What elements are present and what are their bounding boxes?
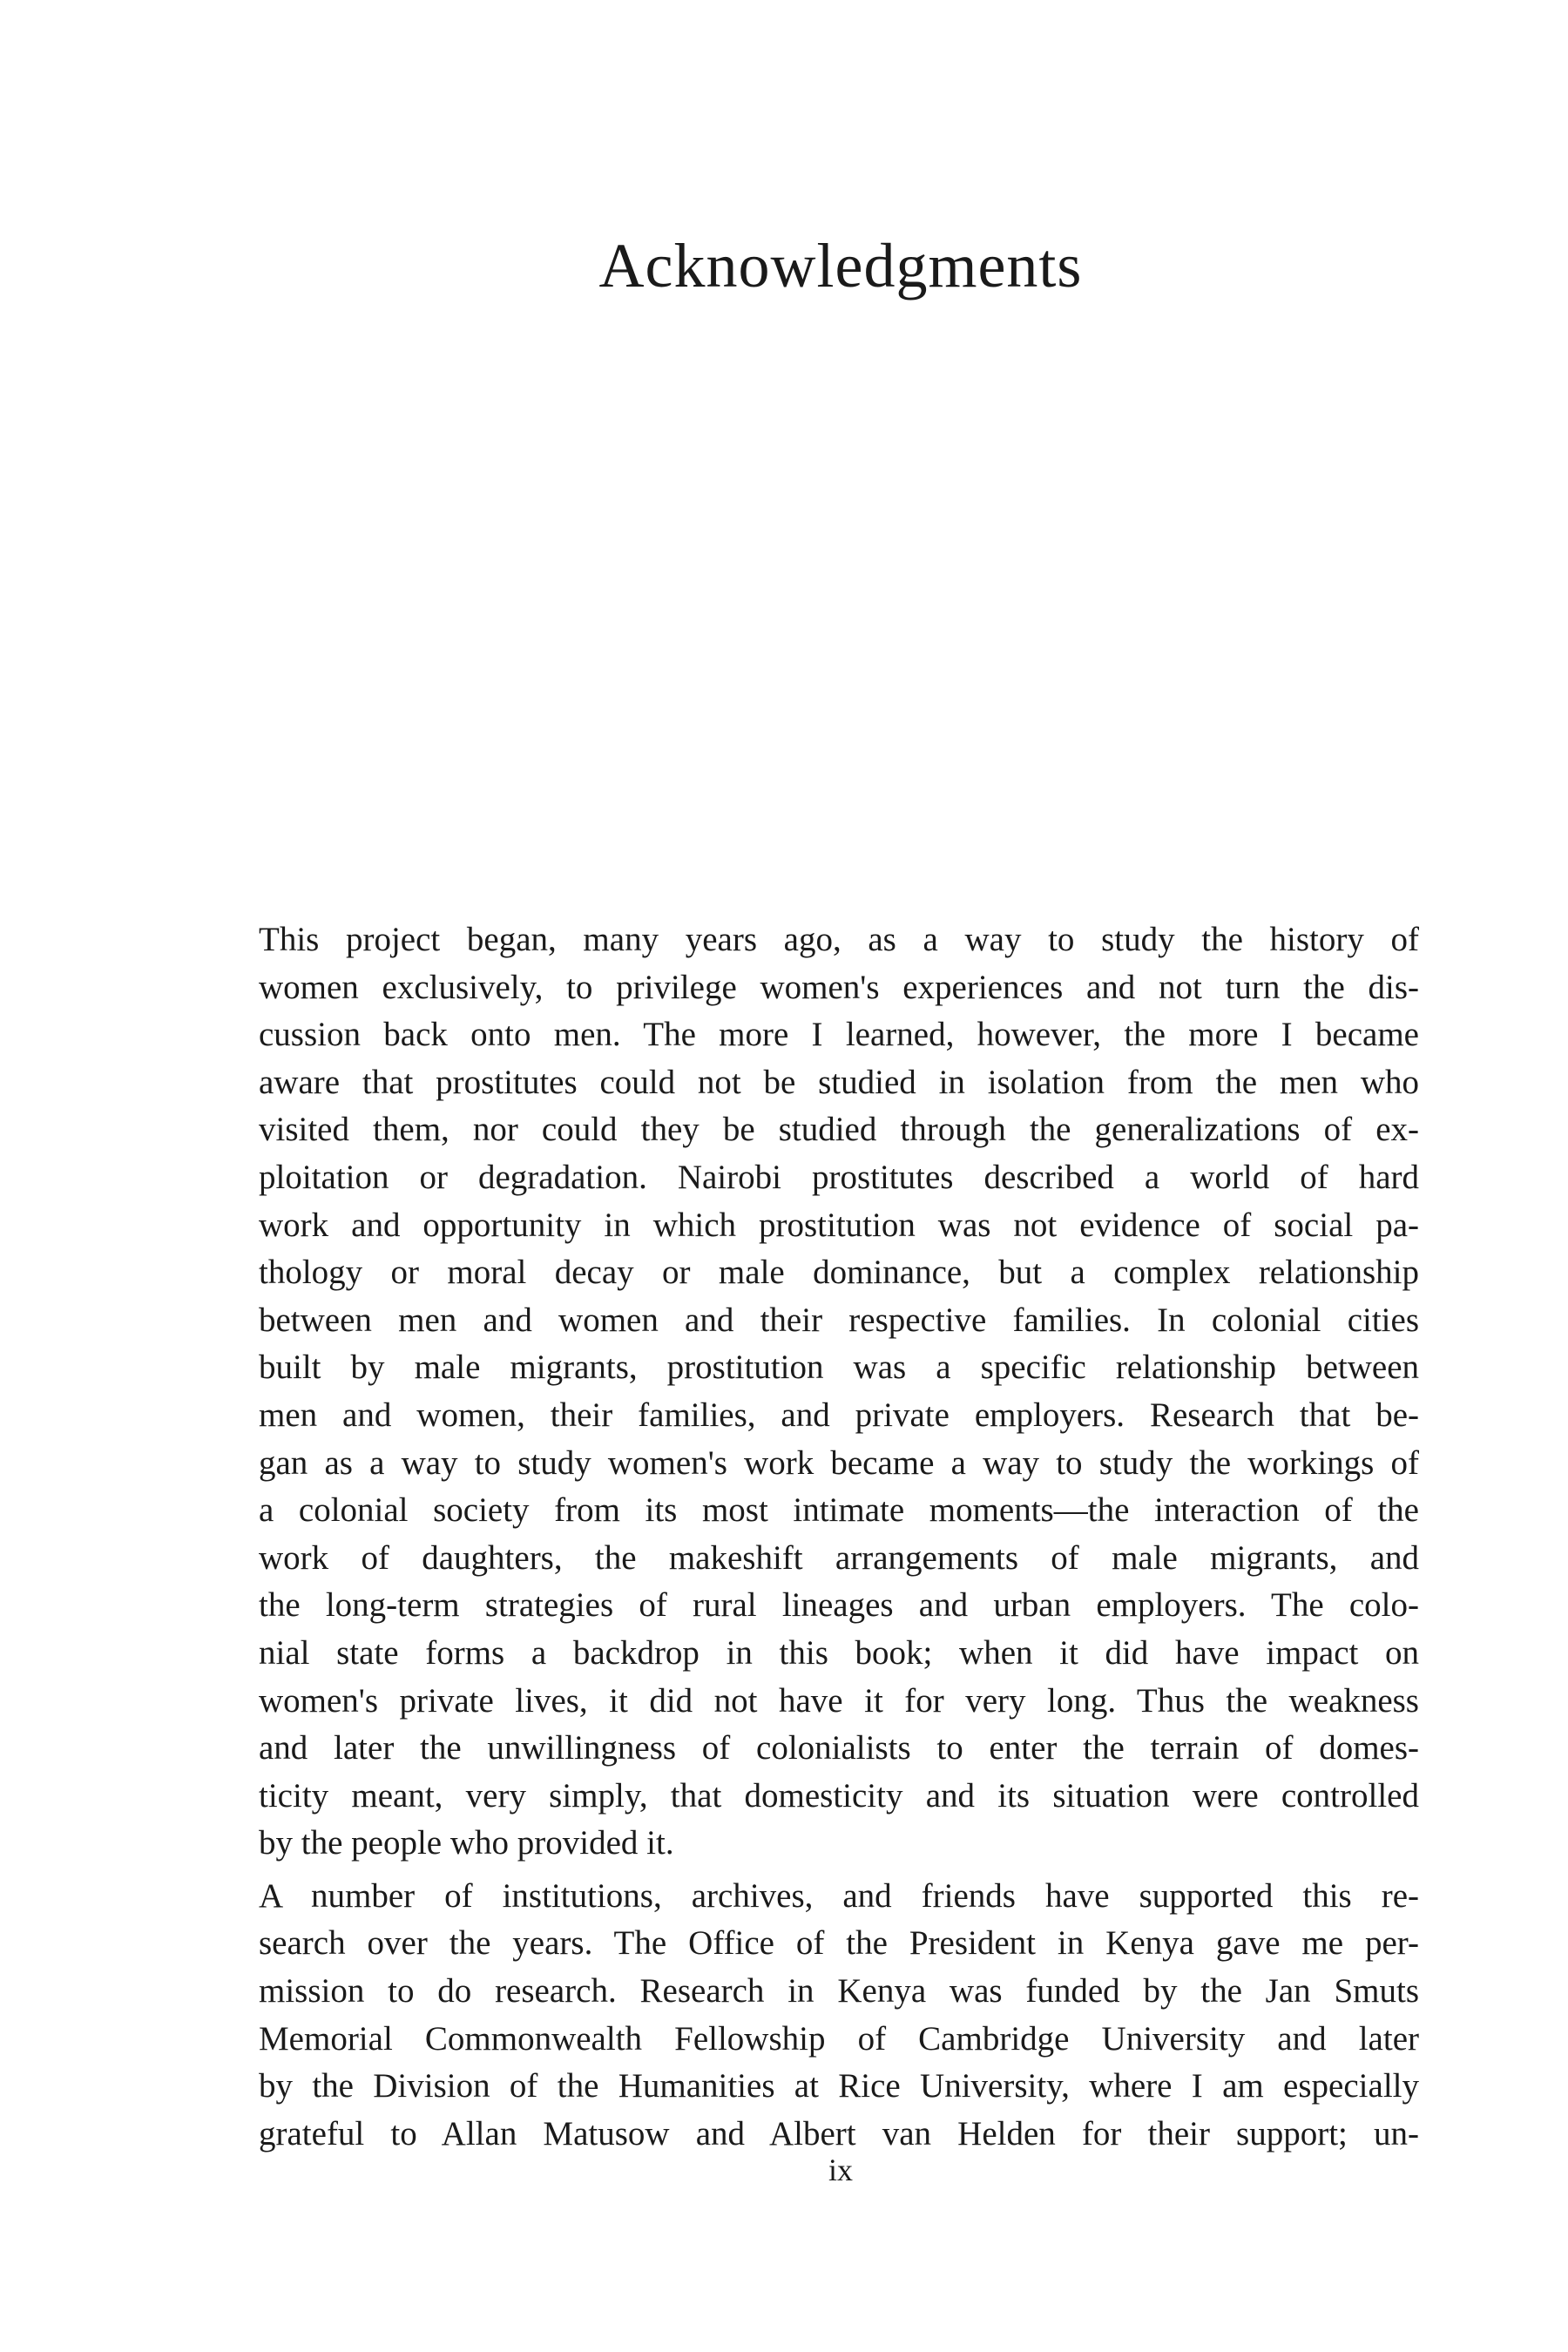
page-number: ix xyxy=(828,2153,853,2187)
text-line: visited them, nor could they be studied through the generalizations of ex- xyxy=(259,1111,1419,1149)
paragraph xyxy=(259,916,1419,1868)
text-line: A number of institutions, archives, and friends have supported this re- xyxy=(259,1876,1419,1915)
text-line: nial state forms a backdrop in this book; when it did have impact on xyxy=(259,1633,1419,1672)
text-line: cussion back onto men. The more I learned, however, the more I became xyxy=(259,1016,1419,1054)
text-line: Memorial Commonwealth Fellowship of Cambridge University and later xyxy=(259,2019,1419,2058)
text-line: by the Division of the Humanities at Rice University, where I am especially xyxy=(259,2067,1419,2105)
text-line: aware that prostitutes could not be studied in isolation from the men who xyxy=(259,1063,1419,1101)
text-line: mission to do research. Research in Kenya was funded by the Jan Smuts xyxy=(259,1972,1419,2011)
body-text xyxy=(259,916,1419,2158)
text-line: ticity meant, very simply, that domesticity and its situation were controlled xyxy=(259,1776,1419,1815)
text-line: and later the unwillingness of colonialists to enter the terrain of domes- xyxy=(259,1729,1419,1767)
text-line: by the people who provided it. xyxy=(259,1824,674,1862)
text-line: search over the years. The Office of the President in Kenya gave me per- xyxy=(259,1924,1419,1963)
chapter-heading: Acknowledgments xyxy=(598,231,1083,301)
text-line: men and women, their families, and private employers. Research that be- xyxy=(259,1396,1419,1434)
text-line: grateful to Allan Matusow and Albert van Helden for their support; un- xyxy=(259,2114,1419,2153)
text-line: thology or moral decay or male dominance, but a complex relationship xyxy=(259,1254,1419,1292)
text-line: the long-term strategies of rural lineages and urban employers. The colo- xyxy=(259,1586,1419,1625)
text-line: ploitation or degradation. Nairobi prostitutes described a world of hard xyxy=(259,1158,1419,1196)
text-line: gan as a way to study women's work became a way to study the workings of xyxy=(259,1443,1419,1482)
text-line: built by male migrants, prostitution was a specific relationship between xyxy=(259,1348,1419,1387)
text-line: women's private lives, it did not have it for very long. Thus the weakness xyxy=(259,1681,1419,1720)
text-line: between men and women and their respective families. In colonial cities xyxy=(259,1301,1419,1339)
text-line: women exclusively, to privilege women's experiences and not turn the dis- xyxy=(259,968,1419,1006)
text-line: This project began, many years ago, as a way to study the history of xyxy=(259,921,1419,958)
text-line: work of daughters, the makeshift arrangements of male migrants, and xyxy=(259,1538,1419,1577)
paragraph xyxy=(259,1873,1419,2159)
text-line: a colonial society from its most intimate moments—the interaction of the xyxy=(259,1491,1419,1530)
text-line: work and opportunity in which prostitution was not evidence of social pa- xyxy=(259,1206,1419,1244)
